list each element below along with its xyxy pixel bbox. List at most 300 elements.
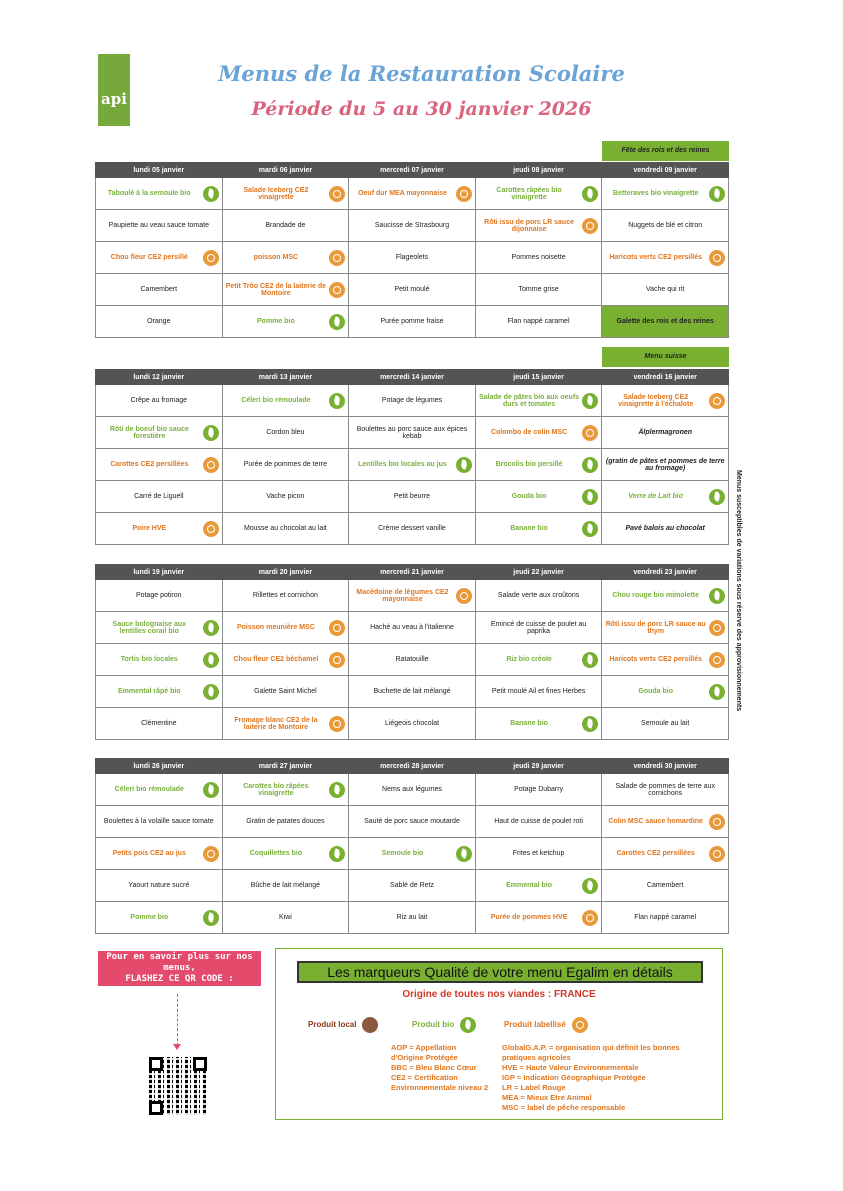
day-header: jeudi 08 janvier — [475, 163, 602, 178]
medal-icon — [582, 218, 598, 234]
menu-item-text: Coquillettes bio — [249, 850, 303, 857]
menu-item — [96, 612, 223, 644]
menu-item — [96, 306, 223, 338]
menu-item — [222, 513, 349, 545]
menu-item-text: Haché au veau à l'italienne — [370, 624, 454, 631]
abbr-line: HVE = Haute Valeur Environnementale — [502, 1063, 639, 1072]
menu-item-text: Brocolis bio persillé — [495, 461, 563, 468]
leaf-icon — [456, 457, 472, 473]
menu-item-text: Petit moulé Ail et fines Herbes — [491, 688, 586, 695]
menu-item-text: Saucisse de Strasbourg — [374, 222, 450, 229]
menu-item-text: Betteraves bio vinaigrette — [612, 190, 699, 197]
menu-item — [96, 580, 223, 612]
menu-item-text: Boulettes au porc sauce aux épices kebab — [356, 425, 468, 440]
menu-item-text: Vache picon — [266, 493, 305, 500]
menu-item — [475, 306, 602, 338]
medal-icon — [329, 716, 345, 732]
day-header: mardi 20 janvier — [222, 565, 349, 580]
menu-item-text: Cordon bleu — [266, 429, 305, 436]
menu-item-text: Potage Dubarry — [514, 786, 564, 793]
leaf-icon — [582, 457, 598, 473]
menu-item — [349, 806, 476, 838]
menu-item-text: Poire HVE — [132, 525, 167, 532]
menu-row — [96, 417, 729, 449]
menu-item-text: Crêpe au fromage — [130, 397, 187, 404]
menu-item — [602, 902, 729, 934]
menu-item — [349, 676, 476, 708]
quality-legend — [275, 948, 723, 1120]
menu-item-text: Banane bio — [510, 720, 548, 727]
menu-item — [349, 580, 476, 612]
menu-item-text: Tortis bio locales — [120, 656, 178, 663]
legend-title: Les marqueurs Qualité de votre menu Egalim en détails — [297, 961, 703, 983]
leaf-icon — [203, 782, 219, 798]
menu-item — [222, 708, 349, 740]
menu-item-text: Galette Saint Michel — [254, 688, 317, 695]
leaf-icon — [329, 393, 345, 409]
marker-bio-label: Produit bio — [412, 1020, 455, 1030]
arrow-down-icon — [177, 994, 178, 1046]
menu-item — [349, 644, 476, 676]
menu-item — [349, 870, 476, 902]
menu-item — [602, 385, 729, 417]
menu-item — [222, 481, 349, 513]
week-table-4 — [95, 758, 729, 934]
abbr-line: MEA = Mieux Etre Animal — [502, 1093, 592, 1102]
menu-item-text: Camembert — [140, 286, 178, 293]
menu-item-text: Frites et ketchup — [512, 850, 565, 857]
menu-item-text: Carottes râpées bio vinaigrette — [496, 186, 562, 201]
abbr-col2 — [502, 1043, 680, 1113]
menu-item-text: Sablé de Retz — [389, 882, 434, 889]
menu-item — [222, 838, 349, 870]
menu-item — [96, 902, 223, 934]
menu-item — [602, 274, 729, 306]
menu-item-text: Brandade de — [265, 222, 306, 229]
menu-item — [349, 449, 476, 481]
menu-item — [96, 676, 223, 708]
medal-icon — [456, 186, 472, 202]
menu-item — [349, 902, 476, 934]
menu-item-text: Tomme grise — [518, 286, 559, 293]
marker-local — [308, 1017, 378, 1033]
menu-table — [95, 369, 729, 545]
qr-callout-line2: menus, — [163, 963, 196, 973]
menu-item-text: Salade de pâtes bio aux oeufs durs et tomates — [479, 393, 580, 408]
menu-item — [602, 644, 729, 676]
menu-item-text: Carottes bio râpées vinaigrette — [243, 782, 309, 797]
menu-item — [96, 242, 223, 274]
menu-item-text: Pommes noisette — [511, 254, 566, 261]
week-table-3 — [95, 564, 729, 740]
abbr-line: MSC = label de pêche responsable — [502, 1103, 626, 1112]
leaf-icon — [329, 314, 345, 330]
menu-item-text: Emincé de cuisse de poulet au paprika — [490, 620, 587, 635]
abbr-line: d'Origine Protégée — [391, 1053, 458, 1062]
menu-row — [96, 385, 729, 417]
menu-item — [475, 513, 602, 545]
medal-icon — [329, 250, 345, 266]
menu-item-text: Verre de Lait bio — [628, 493, 683, 500]
menu-item — [602, 306, 729, 338]
menu-row — [96, 513, 729, 545]
menu-item-text: Rillettes et cornichon — [252, 592, 318, 599]
day-header: lundi 19 janvier — [96, 565, 223, 580]
menu-item-text: Purée de pommes de terre — [243, 461, 328, 468]
menu-item — [222, 385, 349, 417]
menu-item — [222, 774, 349, 806]
menu-item-text: Flan nappé caramel — [634, 914, 697, 921]
day-header: lundi 05 janvier — [96, 163, 223, 178]
medal-icon — [203, 846, 219, 862]
menu-row — [96, 774, 729, 806]
medal-icon — [709, 620, 725, 636]
medal-icon — [329, 282, 345, 298]
menu-item-text: Sauté de porc sauce moutarde — [364, 818, 460, 825]
menu-item — [349, 838, 476, 870]
medal-icon — [709, 393, 725, 409]
day-header: mardi 13 janvier — [222, 370, 349, 385]
meat-origin: Origine de toutes nos viandes : FRANCE — [402, 989, 596, 1000]
menu-item-text: Oeuf dur MEA mayonnaise — [358, 190, 447, 197]
menu-item — [602, 708, 729, 740]
menu-item-text: Sauce bolognaise aux lentilles corail bio — [112, 620, 187, 635]
menu-item-text: Poisson meunière MSC — [236, 624, 315, 631]
leaf-icon — [203, 652, 219, 668]
abbr-line: GlobalG.A.P. = organisation qui définit les bonnes — [502, 1043, 680, 1052]
menu-item — [96, 774, 223, 806]
leaf-icon — [582, 521, 598, 537]
menu-item — [602, 676, 729, 708]
day-header: mardi 06 janvier — [222, 163, 349, 178]
menu-item-text: Lentilles bio locales au jus — [358, 461, 447, 468]
medal-icon — [203, 521, 219, 537]
week1-theme-banner: Fête des rois et des reines — [602, 141, 729, 161]
menu-item-text: Emmental bio — [506, 882, 553, 889]
menu-item — [349, 274, 476, 306]
menu-item — [349, 774, 476, 806]
menu-item-text: Nuggets de blé et citron — [628, 222, 703, 229]
menu-item-text: Buchette de lait mélangé — [373, 688, 451, 695]
menu-item-text: Ratatouille — [395, 656, 429, 663]
menu-item — [602, 774, 729, 806]
menu-item-text: Petit beurre — [393, 493, 431, 500]
menu-item — [602, 449, 729, 481]
menu-item — [96, 481, 223, 513]
menu-item — [475, 417, 602, 449]
medal-icon — [329, 186, 345, 202]
menu-item — [222, 644, 349, 676]
menu-item — [96, 274, 223, 306]
menu-item — [349, 513, 476, 545]
menu-item-text: Flageolets — [395, 254, 429, 261]
menu-item-text: Liégeois chocolat — [384, 720, 440, 727]
abbr-line: AOP = Appellation — [391, 1043, 457, 1052]
leaf-icon — [582, 186, 598, 202]
menu-item — [475, 838, 602, 870]
day-header: mardi 27 janvier — [222, 759, 349, 774]
leaf-icon — [709, 489, 725, 505]
menu-item-text: Yaourt nature sucré — [128, 882, 190, 889]
menu-item — [222, 806, 349, 838]
menu-item — [96, 870, 223, 902]
menu-row — [96, 178, 729, 210]
leaf-icon — [582, 393, 598, 409]
menu-item — [222, 870, 349, 902]
medal-icon — [709, 846, 725, 862]
abbr-line: pratiques agricoles — [502, 1053, 571, 1062]
week2-theme-banner: Menu suisse — [602, 347, 729, 367]
day-header: mercredi 28 janvier — [349, 759, 476, 774]
menu-item-text: Céleri bio rémoulade — [241, 397, 311, 404]
page-title: Menus de la Restauration Scolaire — [218, 61, 625, 86]
marker-local-label: Produit local — [308, 1020, 357, 1030]
menu-item-text: Crème dessert vanille — [378, 525, 446, 532]
leaf-icon — [709, 684, 725, 700]
menu-item-text: Flan nappé caramel — [507, 318, 570, 325]
leaf-icon — [582, 489, 598, 505]
menu-item-text: Rôti issu de porc LR sauce dijonnaise — [484, 218, 574, 233]
menu-row — [96, 274, 729, 306]
qr-callout — [98, 951, 261, 986]
menu-item-text: Taboulé à la semoule bio — [107, 190, 191, 197]
menu-item — [96, 806, 223, 838]
day-header: vendredi 23 janvier — [602, 565, 729, 580]
menu-item — [602, 612, 729, 644]
menu-item-text: Purée pomme fraise — [380, 318, 444, 325]
menu-item — [96, 513, 223, 545]
menu-item — [96, 708, 223, 740]
menu-row — [96, 870, 729, 902]
menu-item — [96, 210, 223, 242]
menu-item — [222, 676, 349, 708]
leaf-icon — [582, 716, 598, 732]
medal-icon — [329, 620, 345, 636]
menu-item-text: Haricots verts CE2 persillés — [609, 656, 702, 663]
menu-item — [475, 708, 602, 740]
menu-item — [602, 580, 729, 612]
menu-item-text: Bûche de lait mélangé — [250, 882, 321, 889]
menu-item-text: Carré de Liguell — [134, 493, 184, 500]
menu-item — [349, 385, 476, 417]
menu-item-text: Vache qui rit — [645, 286, 685, 293]
leaf-icon — [582, 878, 598, 894]
menu-item-text: Purée de pommes HVE — [490, 914, 568, 921]
abbr-line: Environnementale niveau 2 — [391, 1083, 489, 1092]
leaf-icon — [203, 425, 219, 441]
menu-item-text: Macédoine de légumes CE2 mayonnaise — [356, 588, 449, 603]
day-header: jeudi 15 janvier — [475, 370, 602, 385]
menu-row — [96, 306, 729, 338]
menu-table — [95, 162, 729, 338]
week-table-2 — [95, 369, 729, 545]
menu-item — [349, 306, 476, 338]
menu-item-text: Petits pois CE2 au jus — [112, 850, 186, 857]
menu-item-text: Banane bio — [510, 525, 548, 532]
side-note-text: Menus susceptibles de variations sous réserve des approvisionnements — [735, 470, 742, 712]
menu-item — [475, 806, 602, 838]
menu-item-text: Potage de légumes — [381, 397, 443, 404]
menu-item — [602, 210, 729, 242]
menu-item — [602, 481, 729, 513]
menu-row — [96, 708, 729, 740]
medal-icon — [203, 457, 219, 473]
medal-icon — [329, 652, 345, 668]
day-header: jeudi 22 janvier — [475, 565, 602, 580]
menu-item — [602, 242, 729, 274]
logo-text: api — [101, 90, 127, 108]
leaf-icon — [709, 186, 725, 202]
menu-row — [96, 481, 729, 513]
abbr-line: LR = Label Rouge — [502, 1083, 566, 1092]
menu-item — [349, 481, 476, 513]
menu-item-text: Boulettes à la volaille sauce tomate — [103, 818, 214, 825]
medal-icon — [572, 1017, 588, 1033]
leaf-icon — [460, 1017, 476, 1033]
leaf-icon — [203, 186, 219, 202]
menu-row — [96, 676, 729, 708]
menu-item-text: Petit Trôo CE2 de la laiterie de Montoire — [225, 282, 327, 297]
menu-item — [222, 449, 349, 481]
menu-item-text: Semoule bio — [381, 850, 424, 857]
menu-item — [96, 178, 223, 210]
menu-item-text: Älplermagronen — [638, 429, 693, 436]
menu-item-text: Chou fleur CE2 béchamel — [233, 656, 319, 663]
menu-item-text: Salade de pommes de terre aux cornichons — [615, 782, 715, 797]
menu-item — [602, 513, 729, 545]
menu-item — [222, 580, 349, 612]
menu-item-text: Carottes CE2 persillées — [110, 461, 189, 468]
menu-item — [222, 306, 349, 338]
menu-item-text: Pomme bio — [257, 318, 295, 325]
menu-item — [222, 417, 349, 449]
abbr-line: CE2 = Certification — [391, 1073, 458, 1082]
menu-row — [96, 580, 729, 612]
menu-item — [475, 385, 602, 417]
menu-item-text: Rôti issu de porc LR sauce au thym — [605, 620, 706, 635]
leaf-icon — [456, 846, 472, 862]
menu-table — [95, 564, 729, 740]
menu-item-text: Semoule au lait — [641, 720, 690, 727]
qr-callout-line3: FLASHEZ CE QR CODE : — [125, 974, 234, 984]
abbr-line: BBC = Bleu Blanc Cœur — [391, 1063, 477, 1072]
menu-item-text: Chou rouge bio mimolette — [612, 592, 700, 599]
side-note — [736, 470, 748, 740]
menu-item-text: Orange — [147, 318, 171, 325]
qr-code[interactable] — [149, 1057, 207, 1115]
menu-item — [96, 449, 223, 481]
medal-icon — [456, 588, 472, 604]
marker-bio — [412, 1017, 476, 1033]
menu-item-text: Carottes CE2 persillées — [616, 850, 695, 857]
menu-item-text: Salade verte aux croûtons — [497, 592, 580, 599]
qr-callout-line1: Pour en savoir plus sur nos — [106, 952, 253, 962]
menu-item — [222, 242, 349, 274]
day-header: lundi 26 janvier — [96, 759, 223, 774]
leaf-icon — [329, 846, 345, 862]
menu-item-text: Petit moulé — [394, 286, 430, 293]
menu-item — [475, 210, 602, 242]
menu-item-text: Rôti de boeuf bio sauce forestière — [109, 425, 189, 440]
leaf-icon — [203, 620, 219, 636]
day-header: vendredi 30 janvier — [602, 759, 729, 774]
menu-item — [475, 644, 602, 676]
menu-item — [222, 274, 349, 306]
menu-item — [349, 612, 476, 644]
menu-row — [96, 806, 729, 838]
leaf-icon — [582, 652, 598, 668]
menu-item-text: Riz bio créole — [506, 656, 552, 663]
leaf-icon — [709, 588, 725, 604]
day-header: jeudi 29 janvier — [475, 759, 602, 774]
menu-item — [96, 385, 223, 417]
menu-item-text: Chou fleur CE2 persillé — [110, 254, 188, 261]
menu-item — [222, 178, 349, 210]
menu-row — [96, 838, 729, 870]
menu-item — [475, 580, 602, 612]
menu-item — [475, 178, 602, 210]
menu-row — [96, 612, 729, 644]
medal-icon — [203, 250, 219, 266]
menu-row — [96, 644, 729, 676]
menu-item — [96, 644, 223, 676]
menu-item-text: Gouda bio — [638, 688, 673, 695]
menu-item-text: Fromage blanc CE2 de la laiterie de Montoire — [234, 716, 318, 731]
menu-item-text: Salade Iceberg CE2 vinaigrette à l'échalote — [618, 393, 694, 408]
leaf-icon — [203, 684, 219, 700]
menu-item-text: Salade Iceberg CE2 vinaigrette — [243, 186, 309, 201]
menu-item — [349, 210, 476, 242]
menu-item — [475, 676, 602, 708]
menu-item — [602, 178, 729, 210]
menu-item — [349, 242, 476, 274]
menu-item — [602, 870, 729, 902]
leaf-icon — [203, 910, 219, 926]
menu-item-text: Riz au lait — [396, 914, 428, 921]
menu-item-text: Potage potiron — [136, 592, 182, 599]
menu-table — [95, 758, 729, 934]
menu-item-text: Céleri bio rémoulade — [114, 786, 184, 793]
menu-item-text: Camembert — [646, 882, 684, 889]
menu-item — [475, 481, 602, 513]
menu-row — [96, 902, 729, 934]
menu-item — [475, 612, 602, 644]
medal-icon — [709, 652, 725, 668]
menu-item-text: Galette des rois et des reines — [616, 318, 714, 325]
marker-label-label: Produit labellisé — [504, 1020, 566, 1030]
medal-icon — [582, 425, 598, 441]
local-icon — [362, 1017, 378, 1033]
menu-item-text: Emmental râpé bio — [117, 688, 181, 695]
menu-item-text: Paupiette au veau sauce tomate — [108, 222, 209, 229]
menu-item — [602, 806, 729, 838]
menu-item-text: Mousse au chocolat au lait — [243, 525, 327, 532]
menu-item — [349, 708, 476, 740]
medal-icon — [709, 250, 725, 266]
abbr-line: IGP = Indication Géographique Protégée — [502, 1073, 646, 1082]
leaf-icon — [329, 782, 345, 798]
menu-item-text: (gratin de pâtes et pommes de terre au fromage) — [605, 457, 725, 472]
day-header: lundi 12 janvier — [96, 370, 223, 385]
menu-item-text: Clémentine — [141, 720, 177, 727]
menu-item-text: Colombo de colin MSC — [490, 429, 568, 436]
menu-item — [475, 774, 602, 806]
menu-item — [475, 242, 602, 274]
medal-icon — [709, 814, 725, 830]
day-header: mercredi 07 janvier — [349, 163, 476, 178]
menu-item — [475, 902, 602, 934]
menu-item — [222, 210, 349, 242]
